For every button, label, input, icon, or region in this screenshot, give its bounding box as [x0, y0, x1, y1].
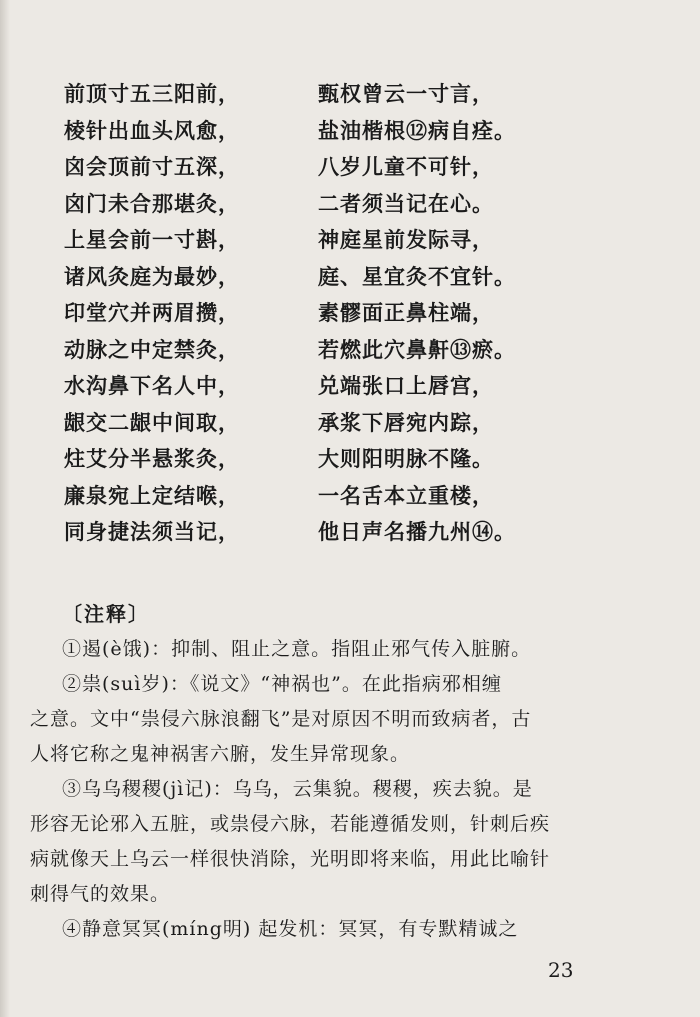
verse-left: 囟门未合那堪灸， — [64, 190, 240, 216]
note-line: 病就像天上乌云一样很快消除，光明即将来临，用此比喻针 — [30, 848, 551, 870]
note-line: 之意。文中“祟侵六脉浪翻飞”是对原因不明而致病者，古 — [30, 708, 532, 730]
verse-row — [64, 332, 664, 369]
verse-left: 上星会前一寸斟， — [64, 227, 240, 252]
verse-left: 同身捷法须当记， — [64, 519, 240, 544]
verse-row — [64, 113, 664, 150]
verse-row — [64, 405, 664, 442]
verse-right: 盐油楷根⑫病自痊。 — [318, 117, 516, 143]
note-line: 人将它称之鬼神祸害六腑，发生异常现象。 — [30, 743, 411, 765]
verse-left: 印堂穴并两眉攒， — [64, 300, 240, 325]
verse-row — [64, 514, 664, 551]
note-line: ③乌乌稷稷(jì记)：乌乌，云集貌。稷稷，疾去貌。是 — [62, 778, 533, 800]
page-number: 23 — [548, 958, 574, 982]
verse-right: 八岁儿童不可针， — [318, 154, 494, 179]
verse-right: 庭、星宜灸不宜针。 — [318, 263, 516, 289]
verse-right: 二者须当记在心。 — [318, 190, 494, 216]
verse-left: 诸风灸庭为最妙， — [64, 263, 240, 289]
verse-left: 水沟鼻下名人中， — [64, 373, 240, 398]
page-binding-shadow — [0, 0, 10, 1017]
verse-right: 大则阳明脉不隆。 — [318, 446, 494, 471]
notes-block — [30, 632, 642, 947]
verse-right: 兑端张口上唇宫， — [318, 373, 494, 398]
verse-left: 动脉之中定禁灸， — [64, 336, 240, 362]
verse-row — [64, 368, 664, 405]
verse-right: 若燃此穴鼻鼾⑬瘀。 — [318, 336, 516, 362]
note-line: 刺得气的效果。 — [30, 883, 171, 905]
verse-right: 他日声名播九州⑭。 — [318, 519, 516, 544]
verse-left: 龈交二龈中间取， — [64, 409, 240, 435]
note-line: 形容无论邪入五脏，或祟侵六脉，若能遵循发则，针刺后疾 — [30, 813, 551, 835]
verse-left: 前顶寸五三阳前， — [64, 81, 240, 106]
verse-row — [64, 259, 664, 296]
verse-row — [64, 222, 664, 259]
note-line: ①遏(è饿)：抑制、阻止之意。指阻止邪气传入脏腑。 — [62, 638, 532, 660]
verse-block — [64, 76, 664, 551]
note-line: ②祟(suì岁)：《说文》“神祸也”。在此指病邪相缠 — [62, 673, 502, 695]
notes-heading: 〔注释〕 — [62, 602, 150, 626]
verse-right: 素髎面正鼻柱端， — [318, 300, 494, 325]
verse-left: 棱针出血头风愈， — [64, 117, 240, 143]
verse-left: 炷艾分半悬浆灸， — [64, 446, 240, 471]
verse-right: 神庭星前发际寻， — [318, 227, 494, 252]
verse-right: 一名舌本立重楼， — [318, 482, 494, 508]
verse-right: 甄权曾云一寸言， — [318, 81, 494, 106]
verse-row — [64, 295, 664, 332]
verse-row — [64, 149, 664, 186]
verse-row — [64, 441, 664, 478]
verse-left: 囟会顶前寸五深， — [64, 154, 240, 179]
verse-row — [64, 186, 664, 223]
note-line: ④静意冥冥(míng明) 起发机：冥冥，有专默精诚之 — [62, 918, 519, 940]
verse-row — [64, 478, 664, 515]
verse-row — [64, 76, 664, 113]
verse-left: 廉泉宛上定结喉， — [64, 482, 240, 508]
verse-right: 承浆下唇宛内踪， — [318, 409, 494, 435]
